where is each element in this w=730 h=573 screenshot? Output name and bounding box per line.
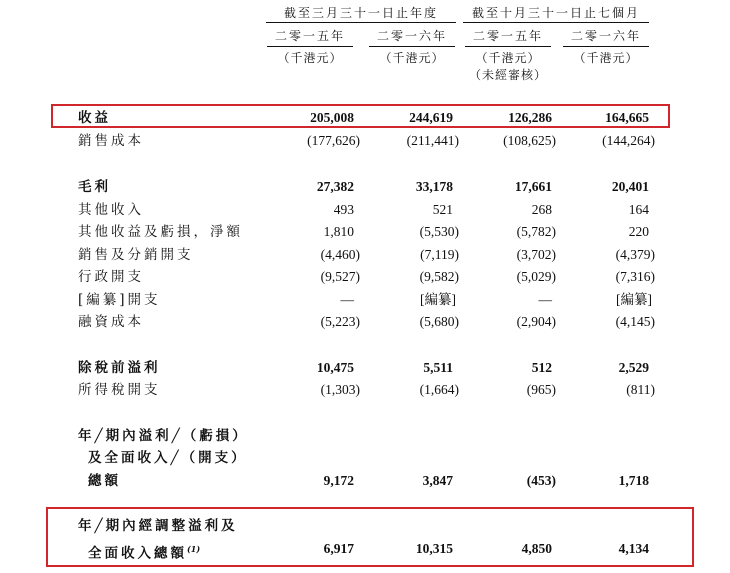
row-label: 其他收益及虧損，淨額	[78, 224, 243, 240]
row-admin-expenses	[0, 266, 730, 288]
row-value: (7,316)	[615, 269, 655, 284]
row-value: (211,441)	[406, 133, 459, 148]
row-value: (7,119)	[420, 247, 459, 262]
row-value: (4,145)	[615, 314, 655, 329]
row-value: 126,286	[508, 110, 552, 125]
header-col-3: 二零一五年	[465, 26, 551, 47]
row-other-gains-losses	[0, 221, 730, 243]
row-label: 融資成本	[78, 314, 144, 330]
row-gross-profit	[0, 176, 730, 198]
row-value: 205,008	[310, 110, 354, 125]
row-value: [編纂]	[616, 292, 652, 307]
row-value: (9,527)	[320, 269, 360, 284]
row-value: 164,665	[605, 110, 649, 125]
row-value: 9,172	[323, 473, 354, 488]
row-value: 164	[628, 202, 649, 217]
row-value: (5,680)	[419, 314, 459, 329]
row-label: 收益	[78, 110, 111, 126]
row-total-ci-line2	[0, 447, 730, 469]
row-value: 17,661	[514, 179, 552, 194]
row-value: (2,904)	[516, 314, 556, 329]
row-value: (4,379)	[615, 247, 655, 262]
header-col-2: 二零一六年	[369, 26, 455, 47]
row-other-income	[0, 199, 730, 221]
row-value: —	[340, 292, 354, 307]
row-value: (5,223)	[320, 314, 360, 329]
row-value: (5,530)	[419, 224, 459, 239]
row-value: 512	[531, 360, 552, 375]
row-total-ci	[0, 470, 730, 492]
header-group-seven-month: 截至十月三十一日止七個月	[463, 4, 649, 23]
row-value: 1,810	[323, 224, 354, 239]
row-value: 1,718	[618, 473, 649, 488]
row-selling-expenses	[0, 244, 730, 266]
row-value: 268	[531, 202, 552, 217]
row-value: 244,619	[409, 110, 453, 125]
row-label: 及全面收入╱（開支）	[88, 450, 248, 466]
adjusted-label-text: 全面收入總額	[88, 545, 187, 562]
row-value: (9,582)	[419, 269, 459, 284]
header-group-year: 截至三月三十一日止年度	[266, 4, 456, 23]
row-label: 毛利	[78, 179, 111, 195]
row-profit-before-tax	[0, 357, 730, 379]
row-label: 總額	[88, 473, 121, 489]
row-value: 33,178	[415, 179, 453, 194]
row-total-ci-line1	[0, 425, 730, 447]
row-value: (177,626)	[307, 133, 360, 148]
row-label: 除稅前溢利	[78, 360, 161, 376]
row-label: 銷售成本	[78, 133, 144, 149]
row-value: 27,382	[316, 179, 354, 194]
unit-col-2: （千港元）	[379, 51, 445, 65]
row-adjusted-line1	[0, 515, 730, 537]
row-value: (144,264)	[602, 133, 655, 148]
row-label: [編纂]開支	[78, 292, 161, 308]
row-value: —	[538, 292, 552, 307]
row-value: 4,850	[521, 541, 552, 556]
row-value: 6,917	[323, 541, 354, 556]
row-value: 521	[432, 202, 453, 217]
row-value: 220	[628, 224, 649, 239]
row-value: (3,702)	[516, 247, 556, 262]
row-value: 3,847	[422, 473, 453, 488]
row-value: (1,303)	[320, 382, 360, 397]
unaudited-note: （未經審核）	[468, 68, 547, 82]
row-value: (108,625)	[503, 133, 556, 148]
row-label	[88, 538, 200, 560]
row-label: 銷售及分銷開支	[78, 247, 194, 263]
row-label: 年╱期內溢利╱（虧損）	[78, 428, 249, 444]
row-value: 20,401	[611, 179, 649, 194]
row-label: 年╱期內經調整溢利及	[78, 518, 238, 534]
header-col-4: 二零一六年	[563, 26, 649, 47]
row-cost-of-sales	[0, 130, 730, 152]
unit-col-4: （千港元）	[573, 51, 639, 65]
unit-col-1: （千港元）	[277, 51, 343, 65]
unit-col-3: （千港元）	[475, 51, 541, 65]
row-redacted-expenses	[0, 289, 730, 311]
row-value: 2,529	[618, 360, 649, 375]
header-col-1: 二零一五年	[267, 26, 353, 47]
row-value: (5,029)	[516, 269, 556, 284]
row-value: 10,475	[316, 360, 354, 375]
row-label: 行政開支	[78, 269, 144, 285]
row-income-tax	[0, 379, 730, 401]
row-value: 4,134	[618, 541, 649, 556]
row-finance-costs	[0, 311, 730, 333]
row-value: (811)	[626, 382, 655, 397]
row-revenue	[0, 107, 730, 129]
footnote-marker: (1)	[187, 544, 201, 554]
row-value: (965)	[526, 382, 556, 397]
row-value: [編纂]	[420, 292, 456, 307]
row-value: 10,315	[415, 541, 453, 556]
row-value: (5,782)	[516, 224, 556, 239]
row-value: (4,460)	[320, 247, 360, 262]
row-value: 493	[333, 202, 354, 217]
row-label: 其他收入	[78, 202, 144, 218]
row-value: 5,511	[423, 360, 453, 375]
row-value: (1,664)	[419, 382, 459, 397]
row-label: 所得稅開支	[78, 382, 161, 398]
row-value: (453)	[526, 473, 556, 488]
row-adjusted	[0, 538, 730, 560]
